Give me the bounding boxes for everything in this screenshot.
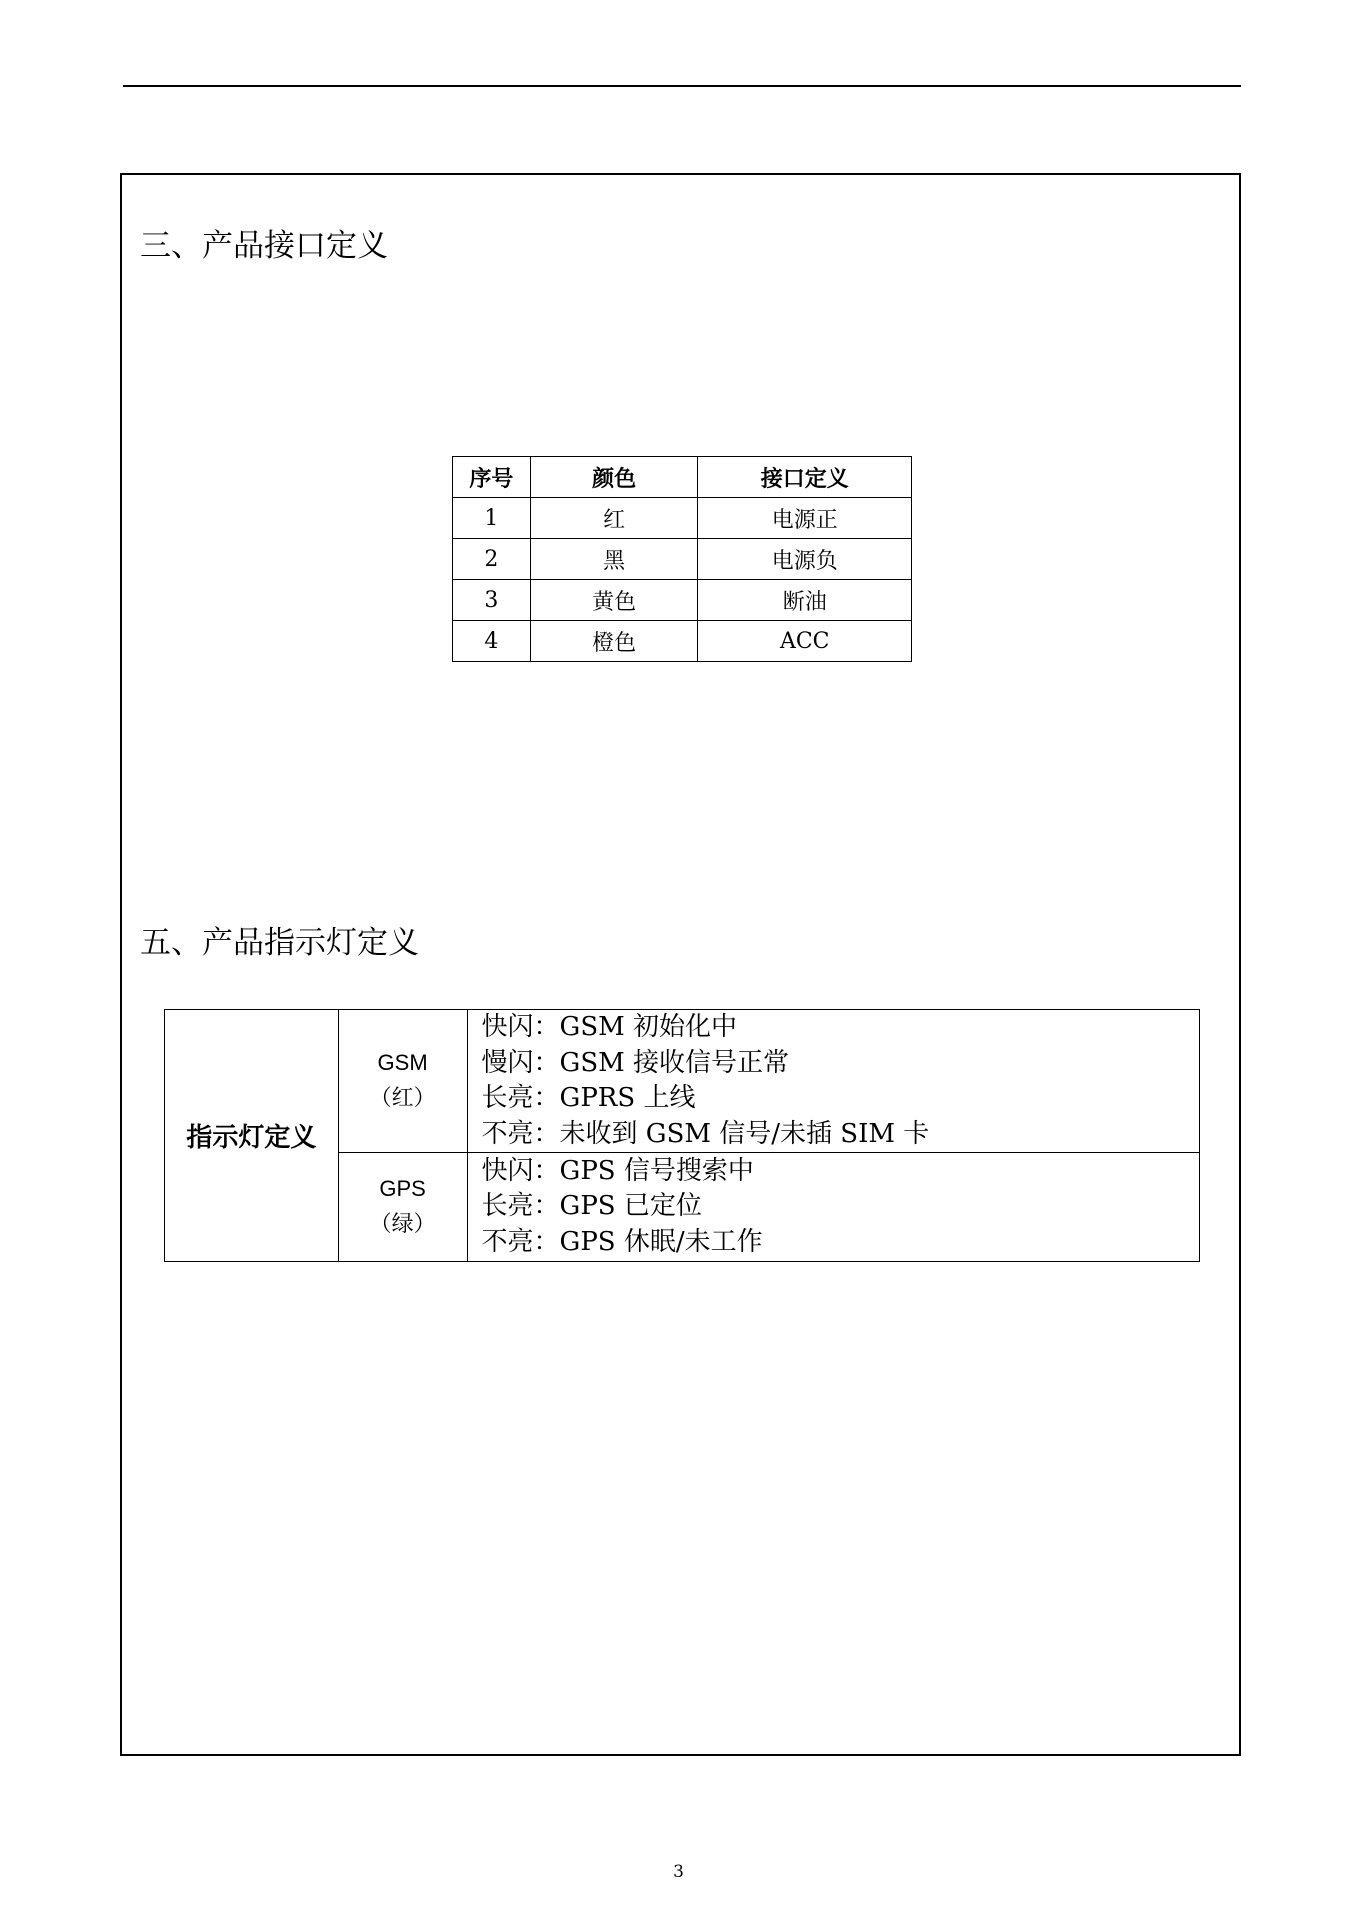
- cell-index: 4: [453, 621, 531, 662]
- gsm-state-line: 慢闪：GSM 接收信号正常: [481, 1047, 790, 1078]
- cell-color: 黄色: [530, 580, 698, 621]
- indicator-row-gsm: [165, 1010, 1200, 1153]
- section-title-indicator: 五、产品指示灯定义: [140, 925, 419, 961]
- table-row: [453, 621, 912, 662]
- page-number: 3: [673, 1862, 684, 1882]
- gps-light-color: （绿）: [369, 1212, 436, 1237]
- indicator-label: 指示灯定义: [165, 1010, 339, 1262]
- table-row: [453, 498, 912, 539]
- header-definition: 接口定义: [698, 457, 912, 498]
- gsm-light-color: （红）: [369, 1086, 436, 1111]
- cell-index: 2: [453, 539, 531, 580]
- gps-light-cell: [338, 1153, 467, 1262]
- cell-color: 黑: [530, 539, 698, 580]
- cell-definition: ACC: [698, 621, 912, 662]
- cell-definition: 电源正: [698, 498, 912, 539]
- gsm-light-name: GSM: [377, 1050, 428, 1075]
- cell-color: 红: [530, 498, 698, 539]
- gsm-state-line: 不亮：未收到 GSM 信号/未插 SIM 卡: [481, 1118, 930, 1149]
- header-color: 颜色: [530, 457, 698, 498]
- header-rule: [123, 85, 1241, 87]
- content-frame: [120, 173, 1241, 1756]
- gps-states: [467, 1153, 1199, 1262]
- gsm-state-line: 长亮：GPRS 上线: [481, 1083, 696, 1113]
- gps-state-line: 长亮：GPS 已定位: [481, 1191, 702, 1222]
- cell-definition: 电源负: [698, 539, 912, 580]
- section-title-interface: 三、产品接口定义: [140, 228, 388, 264]
- gsm-state-line: 快闪：GSM 初始化中: [481, 1012, 738, 1042]
- table-row: [453, 580, 912, 621]
- gps-state-line: 不亮：GPS 休眠/未工作: [481, 1226, 763, 1257]
- cell-index: 1: [453, 498, 531, 539]
- gsm-states: [467, 1010, 1199, 1153]
- gps-state-line: 快闪：GPS 信号搜索中: [481, 1155, 754, 1186]
- gps-light-name: GPS: [379, 1176, 426, 1201]
- indicator-table: [164, 1009, 1200, 1262]
- header-index: 序号: [453, 457, 531, 498]
- cell-definition: 断油: [698, 580, 912, 621]
- cell-index: 3: [453, 580, 531, 621]
- cell-color: 橙色: [530, 621, 698, 662]
- table-header-row: [453, 457, 912, 498]
- interface-table: [452, 456, 912, 662]
- gsm-light-cell: [338, 1010, 467, 1153]
- table-row: [453, 539, 912, 580]
